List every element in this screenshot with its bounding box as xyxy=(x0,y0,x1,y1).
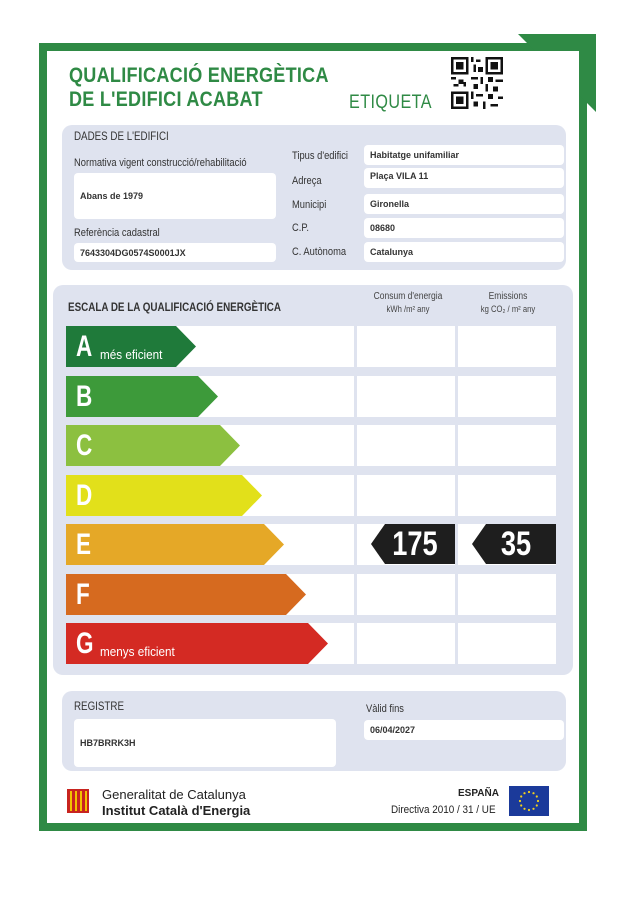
energy-class-letter: B xyxy=(76,379,93,413)
municipality-label: Municipi xyxy=(292,199,327,211)
registry-value: HB7BRRK3H xyxy=(74,719,336,767)
label-tag: ETIQUETA xyxy=(349,92,432,113)
cadastral-value: 7643304DG0574S0001JX xyxy=(74,243,276,262)
org-name-line1: Generalitat de Catalunya xyxy=(102,787,246,802)
energy-class-letter: G xyxy=(76,627,94,660)
address-value: Plaça VILA 11 xyxy=(364,168,564,188)
energy-class-letter: A xyxy=(76,330,93,363)
building-data-panel xyxy=(62,125,566,270)
energy-class-arrow-a xyxy=(66,326,196,367)
country-label: ESPAÑA xyxy=(458,788,499,799)
emissions-header-label: Emissions xyxy=(488,291,528,302)
eu-flag-icon xyxy=(509,786,549,816)
region-value: Catalunya xyxy=(364,242,564,262)
eu-star xyxy=(523,808,525,810)
scale-title: ESCALA DE LA QUALIFICACIÓ ENERGÈTICA xyxy=(68,300,282,314)
cadastral-label: Referència cadastral xyxy=(74,227,160,239)
energy-class-caption: menys eficient xyxy=(100,644,175,659)
qr-code-icon xyxy=(451,57,503,109)
emissions-rating-pointer xyxy=(472,524,556,564)
energy-class-caption: més eficient xyxy=(100,347,163,362)
building-section-title: DADES DE L'EDIFICI xyxy=(74,131,169,143)
registry-panel xyxy=(62,691,566,771)
emissions-cell xyxy=(458,623,556,664)
energy-class-letter: E xyxy=(76,528,92,561)
eu-star xyxy=(519,800,521,802)
eu-star xyxy=(537,800,539,802)
emissions-cell xyxy=(458,376,556,417)
consumption-cell xyxy=(357,326,455,367)
title-line2: DE L'EDIFICI ACABAT xyxy=(69,88,263,111)
eu-star xyxy=(532,792,534,794)
emissions-cell xyxy=(458,326,556,367)
consumption-cell xyxy=(357,475,455,516)
directive-label: Directiva 2010 / 31 / UE xyxy=(391,804,496,816)
emissions-cell xyxy=(458,475,556,516)
region-label: C. Autònoma xyxy=(292,246,347,258)
consumption-rating-pointer xyxy=(371,524,455,564)
valid-until-label: Vàlid fins xyxy=(366,703,404,715)
consumption-cell xyxy=(357,425,455,466)
energy-label-sheet xyxy=(39,43,587,831)
eu-star xyxy=(528,791,530,793)
energy-class-arrow-e xyxy=(66,524,284,565)
municipality-value: Gironella xyxy=(364,194,564,214)
eu-star xyxy=(520,804,522,806)
eu-star xyxy=(536,795,538,797)
valid-until-value: 06/04/2027 xyxy=(364,720,564,740)
consumption-column-header xyxy=(366,291,449,314)
energy-class-arrow-b xyxy=(66,376,218,417)
emissions-cell xyxy=(458,574,556,615)
consumption-cell xyxy=(357,574,455,615)
registry-label: REGISTRE xyxy=(74,701,124,713)
emissions-column-header xyxy=(466,291,549,314)
postal-code-value: 08680 xyxy=(364,218,564,238)
postal-code-label: C.P. xyxy=(292,222,309,234)
energy-class-arrow-d xyxy=(66,475,262,516)
generalitat-logo-icon xyxy=(67,789,89,818)
eu-star xyxy=(528,809,530,811)
emissions-cell xyxy=(458,425,556,466)
regulation-label: Normativa vigent construcció/rehabilitació xyxy=(74,157,247,169)
emissions-rating-pointer-value: 35 xyxy=(500,525,532,563)
regulation-value: Abans de 1979 xyxy=(74,173,276,219)
consumption-cell xyxy=(357,376,455,417)
energy-class-arrow-f xyxy=(66,574,306,615)
energy-scale-panel xyxy=(53,285,573,675)
building-type-value: Habitatge unifamiliar xyxy=(364,145,564,165)
eu-star xyxy=(536,804,538,806)
eu-star xyxy=(520,795,522,797)
org-name-line2: Institut Català d'Energia xyxy=(102,803,251,818)
eu-star xyxy=(523,792,525,794)
consumption-header-unit: kWh /m² any xyxy=(386,304,430,314)
energy-class-letter: F xyxy=(76,577,90,611)
consumption-cell xyxy=(357,623,455,664)
consumption-header-label: Consum d'energia xyxy=(373,291,443,302)
address-label: Adreça xyxy=(292,175,322,187)
eu-star xyxy=(532,808,534,810)
energy-class-letter: D xyxy=(76,478,93,512)
energy-class-arrow-c xyxy=(66,425,240,466)
label-body xyxy=(47,51,579,823)
energy-class-letter: C xyxy=(76,429,93,462)
consumption-rating-pointer-value: 175 xyxy=(392,525,438,563)
energy-class-arrow-g xyxy=(66,623,328,664)
building-type-label: Tipus d'edifici xyxy=(292,150,349,162)
emissions-header-unit: kg CO₂ / m² any xyxy=(480,304,536,314)
title-line1: QUALIFICACIÓ ENERGÈTICA xyxy=(69,64,329,87)
